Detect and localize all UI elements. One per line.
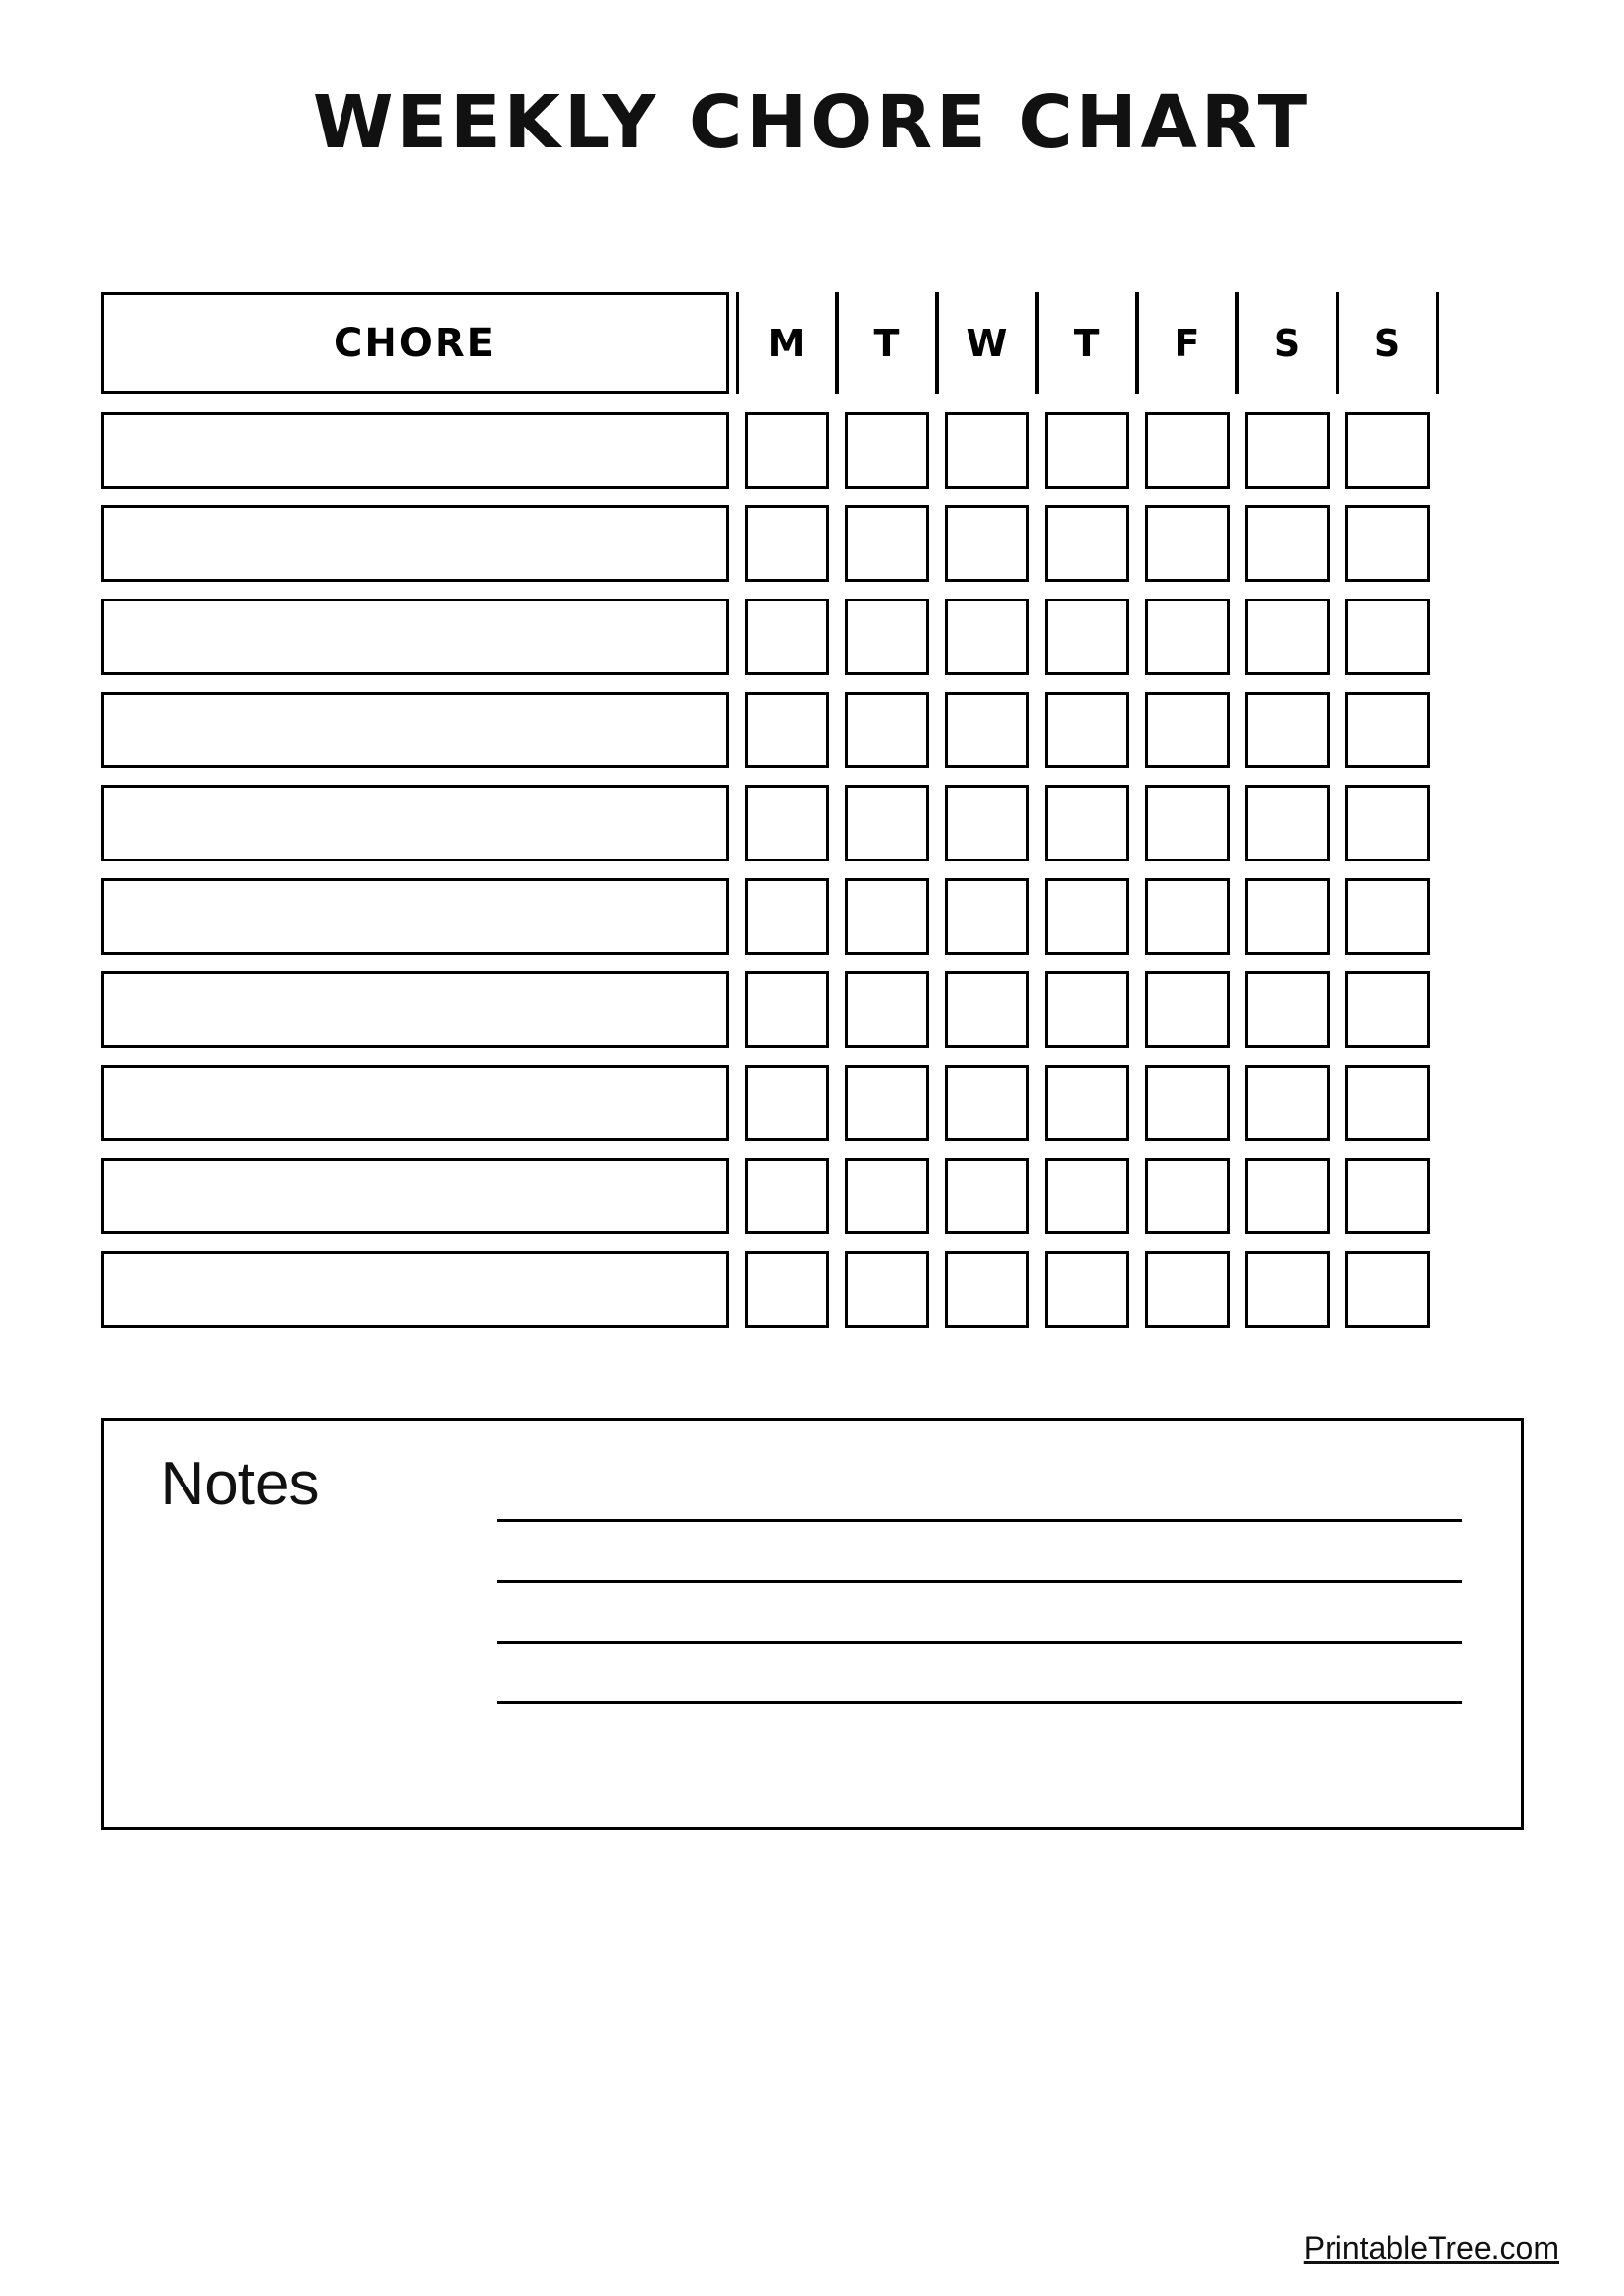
- checkbox[interactable]: [1345, 785, 1430, 861]
- checkbox[interactable]: [945, 505, 1029, 582]
- checkbox-group: [745, 785, 1430, 861]
- checkbox[interactable]: [945, 1158, 1029, 1234]
- table-row: [101, 412, 1524, 489]
- table-row: [101, 599, 1524, 675]
- checkbox[interactable]: [1145, 1251, 1230, 1328]
- checkbox[interactable]: [1045, 971, 1129, 1048]
- chore-column-header: CHORE: [101, 292, 729, 394]
- day-header-wednesday: W: [945, 292, 1029, 394]
- chore-input[interactable]: [101, 785, 729, 861]
- chore-input[interactable]: [101, 1251, 729, 1328]
- table-row: [101, 692, 1524, 768]
- checkbox[interactable]: [945, 599, 1029, 675]
- checkbox[interactable]: [845, 1251, 929, 1328]
- day-header-thursday: T: [1045, 292, 1129, 394]
- checkbox[interactable]: [845, 878, 929, 955]
- table-row: [101, 878, 1524, 955]
- day-header-saturday: S: [1245, 292, 1330, 394]
- checkbox[interactable]: [1145, 971, 1230, 1048]
- notes-section: [101, 1418, 1524, 1830]
- checkbox[interactable]: [1245, 878, 1330, 955]
- checkbox[interactable]: [845, 785, 929, 861]
- checkbox[interactable]: [1145, 505, 1230, 582]
- checkbox[interactable]: [1345, 692, 1430, 768]
- checkbox[interactable]: [745, 505, 829, 582]
- table-row: [101, 1158, 1524, 1234]
- checkbox[interactable]: [745, 971, 829, 1048]
- checkbox[interactable]: [945, 692, 1029, 768]
- checkbox[interactable]: [745, 692, 829, 768]
- checkbox[interactable]: [745, 1158, 829, 1234]
- checkbox[interactable]: [1345, 971, 1430, 1048]
- checkbox[interactable]: [1245, 971, 1330, 1048]
- checkbox[interactable]: [1245, 1251, 1330, 1328]
- table-row: [101, 505, 1524, 582]
- checkbox[interactable]: [1345, 1158, 1430, 1234]
- day-header-friday: F: [1145, 292, 1230, 394]
- chore-input[interactable]: [101, 1065, 729, 1141]
- chore-input[interactable]: [101, 692, 729, 768]
- checkbox[interactable]: [745, 1251, 829, 1328]
- checkbox-group: [745, 1251, 1430, 1328]
- footer-link[interactable]: PrintableTree.com: [1303, 2230, 1559, 2266]
- day-header-tuesday: T: [845, 292, 929, 394]
- notes-line[interactable]: [497, 1641, 1462, 1644]
- table-row: [101, 971, 1524, 1048]
- checkbox[interactable]: [1145, 599, 1230, 675]
- checkbox[interactable]: [945, 878, 1029, 955]
- checkbox[interactable]: [1245, 412, 1330, 489]
- chore-input[interactable]: [101, 971, 729, 1048]
- checkbox-group: [745, 1158, 1430, 1234]
- checkbox[interactable]: [1145, 692, 1230, 768]
- checkbox[interactable]: [945, 1251, 1029, 1328]
- table-row: [101, 1251, 1524, 1328]
- table-row: [101, 1065, 1524, 1141]
- checkbox[interactable]: [1045, 412, 1129, 489]
- checkbox[interactable]: [1145, 785, 1230, 861]
- checkbox[interactable]: [1145, 878, 1230, 955]
- checkbox-group: [745, 1065, 1430, 1141]
- checkbox[interactable]: [845, 412, 929, 489]
- checkbox[interactable]: [1245, 599, 1330, 675]
- checkbox[interactable]: [1245, 692, 1330, 768]
- notes-line[interactable]: [497, 1519, 1462, 1522]
- day-header-sunday: S: [1345, 292, 1430, 394]
- checkbox[interactable]: [1245, 1065, 1330, 1141]
- table-row: [101, 785, 1524, 861]
- table-header-row: [101, 292, 1524, 394]
- checkbox[interactable]: [1245, 785, 1330, 861]
- checkbox[interactable]: [845, 1065, 929, 1141]
- day-header-monday: M: [745, 292, 829, 394]
- chore-input[interactable]: [101, 878, 729, 955]
- checkbox[interactable]: [1045, 1065, 1129, 1141]
- checkbox-group: [745, 505, 1430, 582]
- checkbox[interactable]: [1145, 1158, 1230, 1234]
- chore-input[interactable]: [101, 412, 729, 489]
- notes-line[interactable]: [497, 1580, 1462, 1583]
- checkbox[interactable]: [1145, 1065, 1230, 1141]
- checkbox[interactable]: [1045, 505, 1129, 582]
- checkbox[interactable]: [1045, 785, 1129, 861]
- checkbox[interactable]: [1045, 692, 1129, 768]
- checkbox[interactable]: [1045, 1251, 1129, 1328]
- page-title: WEEKLY CHORE CHART: [312, 80, 1312, 165]
- checkbox[interactable]: [945, 412, 1029, 489]
- checkbox[interactable]: [1045, 878, 1129, 955]
- chore-input[interactable]: [101, 505, 729, 582]
- checkbox[interactable]: [845, 971, 929, 1048]
- notes-label: Notes: [160, 1450, 320, 1518]
- checkbox-group: [745, 692, 1430, 768]
- checkbox[interactable]: [1145, 412, 1230, 489]
- checkbox-group: [745, 412, 1430, 489]
- checkbox-group: [745, 878, 1430, 955]
- checkbox[interactable]: [1345, 505, 1430, 582]
- checkbox[interactable]: [1045, 1158, 1129, 1234]
- day-headers: [745, 292, 1430, 394]
- checkbox-group: [745, 971, 1430, 1048]
- checkbox[interactable]: [845, 505, 929, 582]
- notes-line[interactable]: [497, 1701, 1462, 1704]
- checkbox[interactable]: [1345, 878, 1430, 955]
- checkbox[interactable]: [745, 878, 829, 955]
- chore-input[interactable]: [101, 1158, 729, 1234]
- chore-table: [101, 159, 1524, 1328]
- checkbox[interactable]: [745, 412, 829, 489]
- checkbox[interactable]: [845, 1158, 929, 1234]
- checkbox[interactable]: [1245, 1158, 1330, 1234]
- checkbox[interactable]: [745, 599, 829, 675]
- checkbox[interactable]: [945, 785, 1029, 861]
- checkbox[interactable]: [1345, 1251, 1430, 1328]
- checkbox[interactable]: [745, 785, 829, 861]
- checkbox[interactable]: [945, 971, 1029, 1048]
- checkbox[interactable]: [1345, 412, 1430, 489]
- checkbox[interactable]: [1045, 599, 1129, 675]
- checkbox[interactable]: [945, 1065, 1029, 1141]
- checkbox[interactable]: [1345, 1065, 1430, 1141]
- chore-input[interactable]: [101, 599, 729, 675]
- checkbox-group: [745, 599, 1430, 675]
- checkbox[interactable]: [845, 692, 929, 768]
- checkbox[interactable]: [1345, 599, 1430, 675]
- checkbox[interactable]: [745, 1065, 829, 1141]
- checkbox[interactable]: [1245, 505, 1330, 582]
- notes-lines: [497, 1519, 1462, 1704]
- checkbox[interactable]: [845, 599, 929, 675]
